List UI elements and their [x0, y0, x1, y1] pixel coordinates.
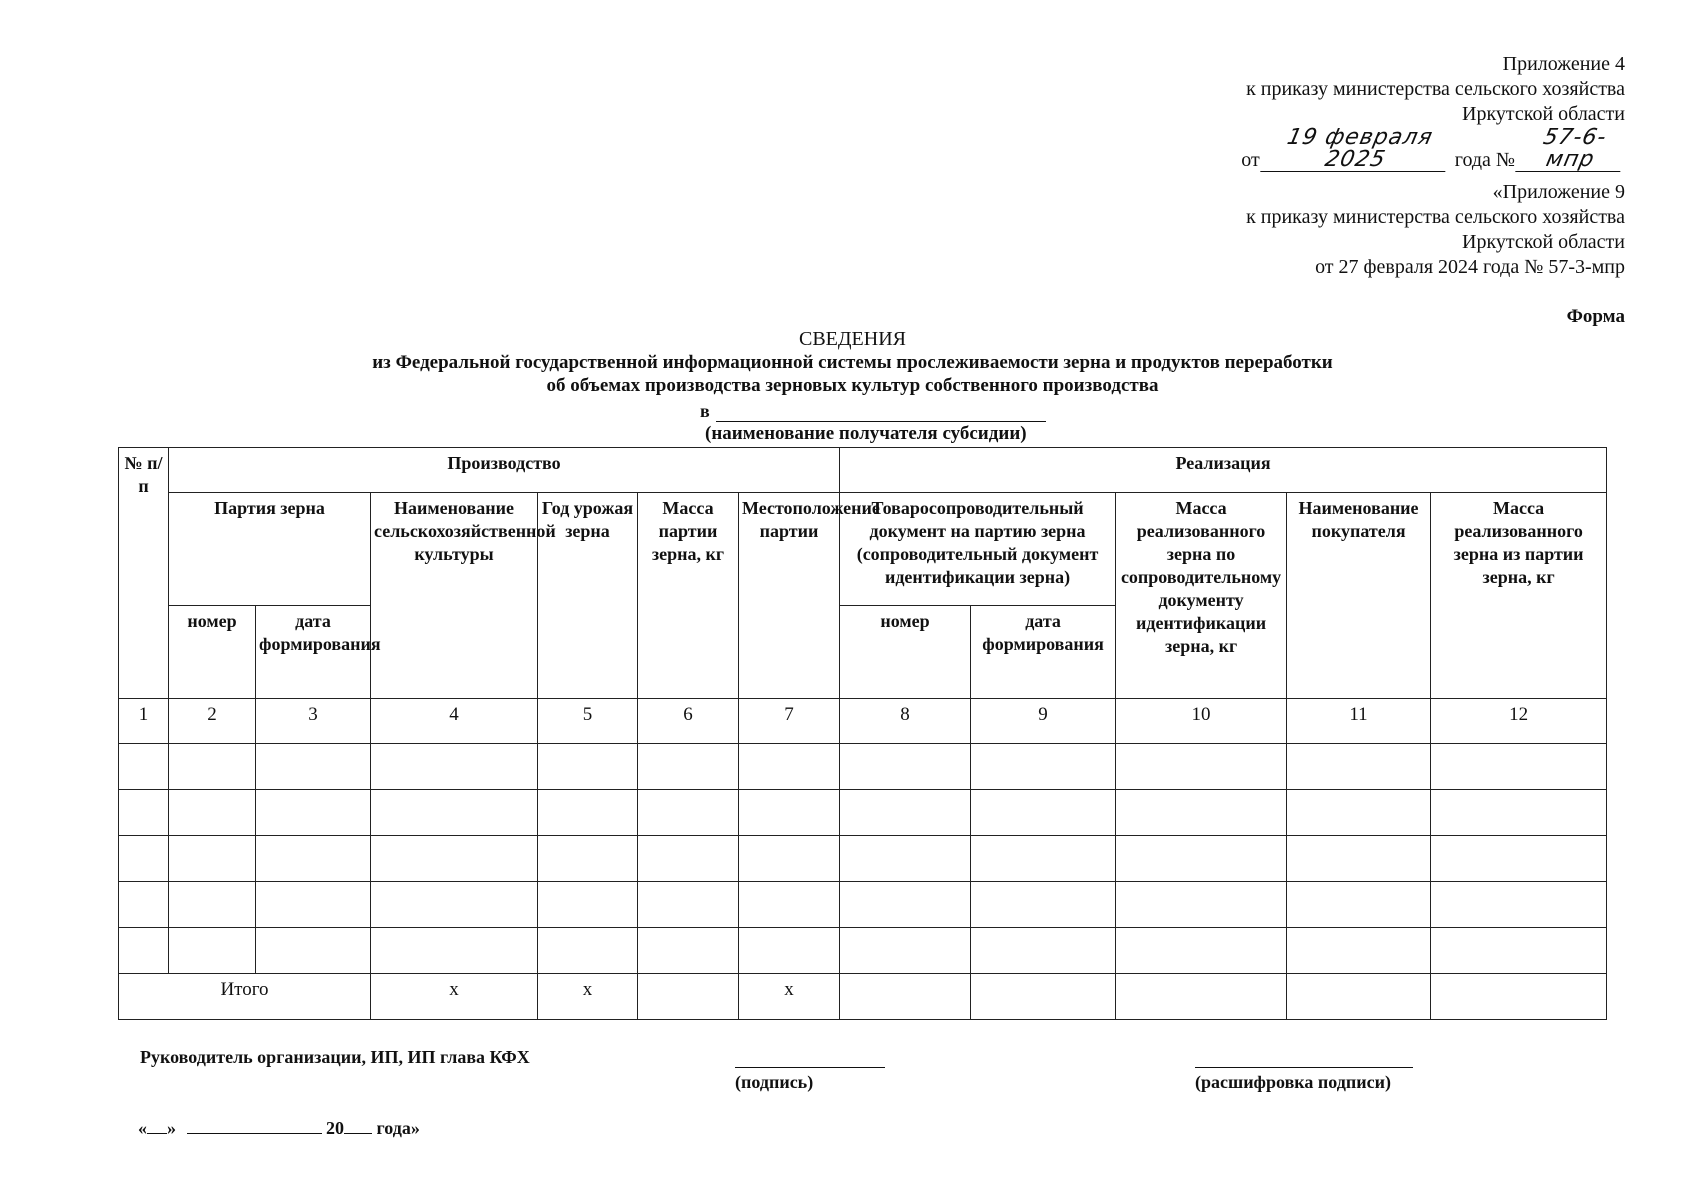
total-doc-number-cell[interactable] [840, 974, 971, 1020]
handwritten-order-number: 57-6-мпр [1515, 127, 1630, 172]
table-cell[interactable] [371, 882, 538, 928]
recipient-line [700, 401, 1046, 422]
date-line [138, 1117, 420, 1139]
table-cell[interactable] [1287, 790, 1431, 836]
total-label: Итого [119, 974, 371, 1020]
table-cell[interactable] [1116, 790, 1287, 836]
total-year-x: x [538, 974, 638, 1020]
table-cell[interactable] [371, 790, 538, 836]
buyer-header: Наименование покупателя [1287, 493, 1431, 699]
appendix-9-order-line: к приказу министерства сельского хозяйства [1246, 206, 1625, 228]
recipient-blank-field[interactable] [716, 403, 1046, 422]
table-cell[interactable] [638, 882, 739, 928]
table-cell[interactable] [119, 882, 169, 928]
total-sold-mass-doc-cell[interactable] [1116, 974, 1287, 1020]
grain-report-table [118, 447, 1607, 1020]
document-title: СВЕДЕНИЯ [799, 328, 906, 350]
batch-date-header: дата формирования [256, 606, 371, 699]
appendix-9-region-line: Иркутской области [1462, 231, 1625, 253]
col-num-5: 5 [538, 699, 638, 744]
signature-decoding-line[interactable] [1195, 1067, 1413, 1068]
doc-date-header: дата формирования [971, 606, 1116, 699]
year-suffix: года» [376, 1118, 420, 1138]
table-cell[interactable] [840, 882, 971, 928]
table-cell[interactable] [119, 928, 169, 974]
table-cell[interactable] [1431, 836, 1607, 882]
shipping-doc-header: Товаросопроводительный документ на партию зерна (сопроводительный документ идентификации зерна) [840, 493, 1116, 606]
table-cell[interactable] [256, 790, 371, 836]
table-cell[interactable] [1287, 928, 1431, 974]
signature-caption: (подпись) [735, 1072, 814, 1092]
table-cell[interactable] [256, 836, 371, 882]
table-cell[interactable] [119, 836, 169, 882]
table-cell[interactable] [538, 790, 638, 836]
appendix-4-order-line: к приказу министерства сельского хозяйства [1246, 78, 1625, 100]
batch-mass-header: Масса партии зерна, кг [638, 493, 739, 699]
table-cell[interactable] [638, 836, 739, 882]
appendix-9-header [1246, 180, 1625, 280]
table-cell[interactable] [1116, 744, 1287, 790]
total-crop-x: x [371, 974, 538, 1020]
header-row-2 [119, 493, 1607, 606]
table-cell[interactable] [638, 928, 739, 974]
table-cell[interactable] [1431, 882, 1607, 928]
appendix-9-title: «Приложение 9 [1492, 181, 1625, 203]
table-row [119, 790, 1607, 836]
year-word: года № [1454, 149, 1515, 171]
table-row [119, 836, 1607, 882]
col-num-1: 1 [119, 699, 169, 744]
total-location-x: x [739, 974, 840, 1020]
table-cell[interactable] [119, 744, 169, 790]
table-cell[interactable] [739, 928, 840, 974]
table-cell[interactable] [1116, 882, 1287, 928]
col-num-10: 10 [1116, 699, 1287, 744]
total-buyer-cell[interactable] [1287, 974, 1431, 1020]
table-cell[interactable] [169, 928, 256, 974]
col-num-7: 7 [739, 699, 840, 744]
table-cell[interactable] [1287, 836, 1431, 882]
col-num-8: 8 [840, 699, 971, 744]
table-cell[interactable] [1116, 928, 1287, 974]
col-num-9: 9 [971, 699, 1116, 744]
table-cell[interactable] [840, 744, 971, 790]
col-num-4: 4 [371, 699, 538, 744]
table-cell[interactable] [538, 744, 638, 790]
table-cell[interactable] [1287, 882, 1431, 928]
table-cell[interactable] [971, 928, 1116, 974]
table-cell[interactable] [538, 882, 638, 928]
appendix-4-title: Приложение 4 [1502, 53, 1625, 75]
col-num-2: 2 [169, 699, 256, 744]
table-cell[interactable] [739, 882, 840, 928]
table-row [119, 744, 1607, 790]
table-row [119, 882, 1607, 928]
table-cell[interactable] [538, 836, 638, 882]
day-blank[interactable] [147, 1117, 167, 1134]
table-cell[interactable] [638, 790, 739, 836]
total-sold-mass-batch-cell[interactable] [1431, 974, 1607, 1020]
table-row [119, 928, 1607, 974]
batch-number-header: номер [169, 606, 256, 699]
table-cell[interactable] [256, 882, 371, 928]
table-cell[interactable] [1431, 928, 1607, 974]
header-row-1 [119, 448, 1607, 493]
table-cell[interactable] [840, 790, 971, 836]
table-cell[interactable] [840, 928, 971, 974]
recipient-prefix: в [700, 401, 710, 421]
col-num-3: 3 [256, 699, 371, 744]
date-open-quote: « [138, 1118, 147, 1138]
sales-header: Реализация [840, 448, 1607, 493]
table-cell[interactable] [739, 744, 840, 790]
form-label: Форма [1566, 306, 1625, 327]
doc-number-header: номер [840, 606, 971, 699]
col-number-header: № п/п [119, 448, 169, 699]
appendix-4-region-line: Иркутской области [1462, 103, 1625, 125]
head-of-organization-label: Руководитель организации, ИП, ИП глава КФХ [140, 1047, 530, 1067]
month-blank[interactable] [187, 1117, 322, 1134]
crop-name-header: Наименование сельскохозяйственной культуры [371, 493, 538, 699]
table-cell[interactable] [1431, 744, 1607, 790]
year-blank[interactable] [344, 1117, 372, 1134]
total-doc-date-cell[interactable] [971, 974, 1116, 1020]
production-header: Производство [169, 448, 840, 493]
table-cell[interactable] [1431, 790, 1607, 836]
document-subtitle-1: из Федеральной государственной информационной системы прослеживаемости зерна и продуктов переработки [372, 352, 1333, 373]
table-cell[interactable] [538, 928, 638, 974]
year-prefix: 20 [326, 1118, 344, 1138]
location-header: Местоположение партии [739, 493, 840, 699]
sold-mass-batch-header: Масса реализованного зерна из партии зерна, кг [1431, 493, 1607, 699]
table-cell[interactable] [371, 744, 538, 790]
sold-mass-doc-header: Масса реализованного зерна по сопроводительному документу идентификации зерна, кг [1116, 493, 1287, 699]
date-close-quote: » [167, 1118, 176, 1138]
recipient-caption: (наименование получателя субсидии) [705, 423, 1027, 444]
table-cell[interactable] [971, 836, 1116, 882]
signature-line[interactable] [735, 1067, 885, 1068]
col-num-11: 11 [1287, 699, 1431, 744]
table-cell[interactable] [119, 790, 169, 836]
batch-header: Партия зерна [169, 493, 371, 606]
table-cell[interactable] [371, 836, 538, 882]
table-cell[interactable] [971, 882, 1116, 928]
signature-decoding-caption: (расшифровка подписи) [1195, 1072, 1391, 1092]
total-batch-mass-cell[interactable] [638, 974, 739, 1020]
table-cell[interactable] [256, 928, 371, 974]
table-cell[interactable] [638, 744, 739, 790]
table-cell[interactable] [971, 744, 1116, 790]
table-cell[interactable] [1116, 836, 1287, 882]
appendix-9-date-line: от 27 февраля 2024 года № 57-3-мпр [1315, 256, 1625, 278]
table-cell[interactable] [971, 790, 1116, 836]
appendix-4-date-line [1241, 127, 1625, 173]
column-numbers-row [119, 699, 1607, 744]
appendix-4-header [1241, 52, 1625, 173]
table-cell[interactable] [256, 744, 371, 790]
table-cell[interactable] [169, 836, 256, 882]
handwritten-date: 19 февраля 2025 [1260, 127, 1455, 172]
table-cell[interactable] [169, 790, 256, 836]
table-cell[interactable] [1287, 744, 1431, 790]
col-num-6: 6 [638, 699, 739, 744]
col-num-12: 12 [1431, 699, 1607, 744]
table-cell[interactable] [169, 882, 256, 928]
table-cell[interactable] [739, 790, 840, 836]
date-prefix: от [1241, 149, 1260, 171]
table-cell[interactable] [840, 836, 971, 882]
document-subtitle-2: об объемах производства зерновых культур собственного производства [546, 375, 1159, 396]
total-row [119, 974, 1607, 1020]
table-cell[interactable] [371, 928, 538, 974]
table-cell[interactable] [739, 836, 840, 882]
harvest-year-header: Год урожая зерна [538, 493, 638, 699]
table-cell[interactable] [169, 744, 256, 790]
